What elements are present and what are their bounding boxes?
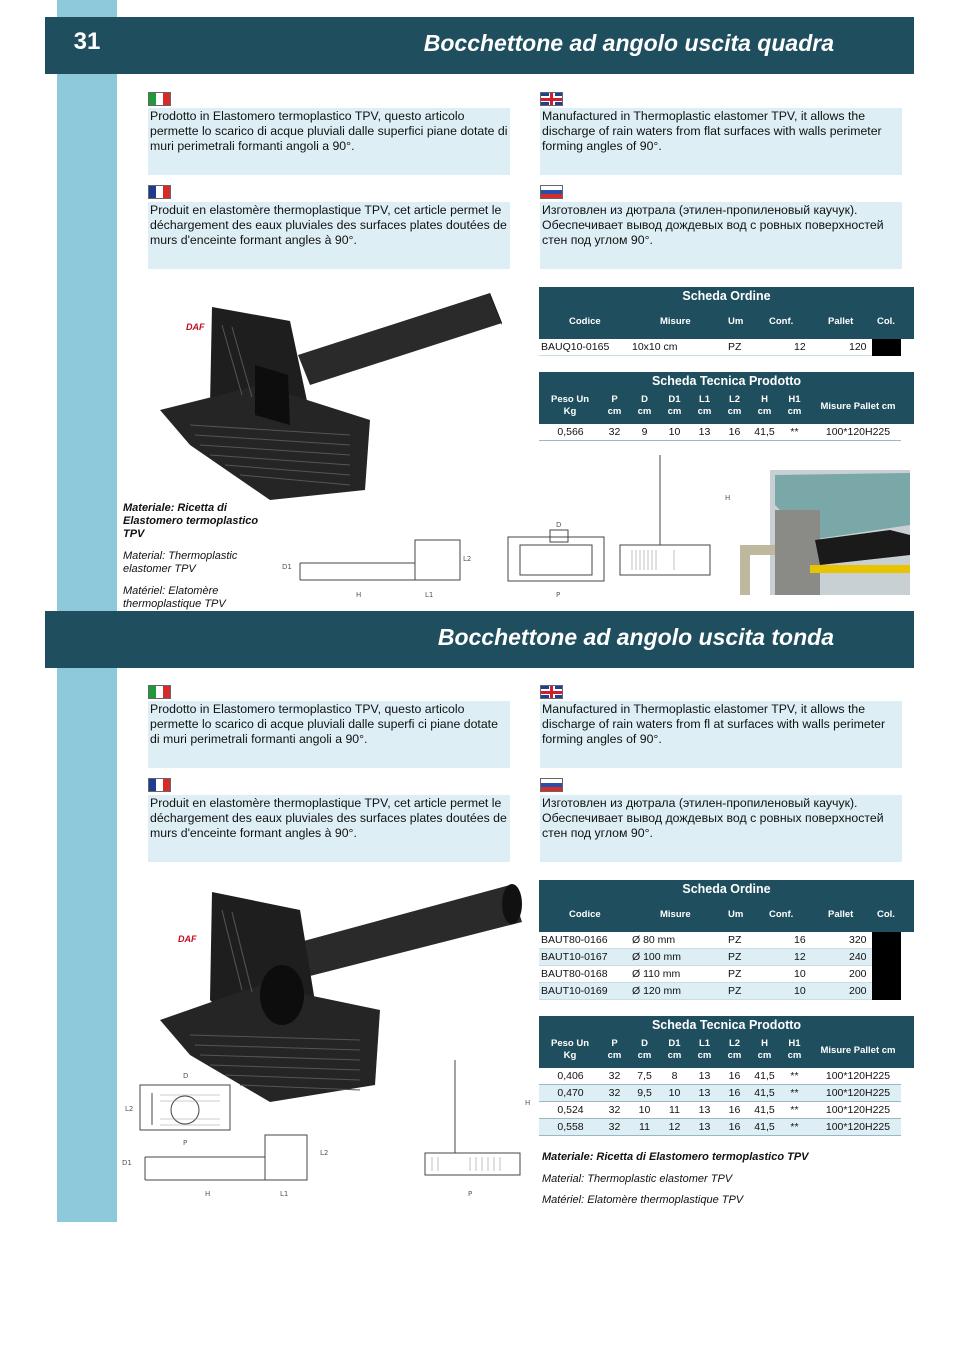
column-header: Pallet: [828, 316, 854, 327]
order-um: PZ: [728, 934, 742, 946]
table-row: [539, 949, 901, 966]
cell-d1: 10: [668, 1087, 681, 1099]
russian-flag-icon: [540, 778, 563, 792]
column-header: Misure: [660, 316, 691, 327]
description-en: Manufactured in Thermoplastic elastomer TPV, it allows the discharge of rain waters from flat surfaces with walls perimeter forming angles of 90°.: [540, 108, 902, 175]
cell-d1: 10: [668, 426, 681, 438]
order-conf: 10: [794, 968, 806, 980]
cell-d: 11: [639, 1121, 650, 1133]
table-row: [539, 1085, 901, 1102]
technical-drawing: [120, 1045, 540, 1205]
column-header: L2 cm: [727, 394, 742, 417]
french-flag-icon: [148, 778, 171, 792]
order-table-title: Scheda Ordine: [682, 289, 771, 303]
description-it: Prodotto in Elastomero termoplastico TPV, questo articolo permette lo scarico di acque pluviali dalle superfi ci piane dotate di muri perimetrali formanti angoli a 90°.: [148, 701, 510, 768]
column-header: H cm: [757, 394, 772, 417]
order-table-header: [539, 287, 914, 339]
column-header: Misure: [660, 909, 691, 920]
order-size: Ø 80 mm: [632, 934, 676, 946]
dim-label: L2: [320, 1149, 329, 1157]
cell-p: 32: [608, 1121, 621, 1133]
tech-table-header: [539, 1016, 914, 1068]
order-code: BAUT10-0167: [541, 951, 608, 963]
column-header: L1 cm: [697, 1038, 712, 1061]
material-en: Material: Thermoplastic elastomer TPV: [123, 550, 238, 575]
technical-drawing: [270, 445, 910, 605]
cell-pallet: 100*120H225: [825, 1087, 891, 1099]
order-conf: 10: [794, 985, 806, 997]
column-header: D cm: [637, 394, 652, 417]
table-row: [539, 1068, 901, 1085]
color-swatch-black: [872, 932, 901, 1000]
column-header: L2 cm: [727, 1038, 742, 1061]
column-header: Col.: [877, 909, 895, 920]
table-row: [539, 966, 901, 983]
cell-d1: 8: [671, 1070, 678, 1082]
cell-weight: 0,406: [557, 1070, 584, 1082]
order-code: BAUT10-0169: [541, 985, 608, 997]
dim-label: D1: [122, 1159, 132, 1167]
cell-weight: 0,566: [557, 426, 584, 438]
description-fr: Produit en elastomère thermoplastique TPV, cet article permet le déchargement des eaux pluviales des surfaces plates doutées de murs d'enceinte formant angles à 90°.: [148, 795, 510, 862]
cell-p: 32: [608, 1070, 621, 1082]
column-header: H1 cm: [787, 1038, 802, 1061]
column-header: P cm: [607, 394, 622, 417]
dim-label: D1: [282, 563, 292, 571]
dim-label: P: [183, 1139, 188, 1147]
cell-l2: 16: [728, 1104, 741, 1116]
cell-p: 32: [608, 1087, 621, 1099]
cell-h: 41,5: [754, 1121, 775, 1133]
table-row: [539, 932, 901, 949]
brand-logo: DAF: [178, 934, 197, 944]
table-row: [539, 424, 901, 441]
order-um: PZ: [728, 985, 742, 997]
order-size: 10x10 cm: [632, 341, 678, 353]
cell-weight: 0,524: [557, 1104, 584, 1116]
cell-h: 41,5: [754, 1104, 775, 1116]
material-it: Materiale: Ricetta di Elastomero termoplastico TPV: [542, 1151, 809, 1163]
page-number: 31: [73, 28, 101, 55]
column-header: Col.: [877, 316, 895, 327]
dim-label: L2: [463, 555, 472, 563]
column-header: Conf.: [769, 909, 794, 920]
order-conf: 12: [794, 951, 806, 963]
material-it: Materiale: Ricetta di Elastomero termoplastico TPV: [123, 502, 259, 540]
column-header: Peso Un Kg: [550, 1038, 589, 1061]
table-row: [539, 339, 901, 356]
order-pallet: 240: [849, 951, 867, 963]
section-header-square: [45, 17, 914, 74]
order-pallet: 320: [849, 934, 867, 946]
cell-l1: 13: [698, 426, 711, 438]
column-header: P cm: [607, 1038, 622, 1061]
cell-l1: 13: [698, 1087, 711, 1099]
tech-table-title: Scheda Tecnica Prodotto: [651, 374, 802, 388]
description-ru: Изготовлен из дютрала (этилен-пропиленовый каучук). Обеспечивает вывод дождевых вод с ровных поверхностей стен под углом 90°.: [540, 795, 902, 862]
cell-h: 41,5: [754, 1087, 775, 1099]
cell-p: 32: [608, 1104, 621, 1116]
cell-p: 32: [608, 426, 621, 438]
tech-table-title: Scheda Tecnica Prodotto: [651, 1018, 802, 1032]
order-pallet: 200: [849, 968, 867, 980]
column-header: Conf.: [769, 316, 794, 327]
dim-label: P: [556, 591, 561, 599]
tech-table-header: [539, 372, 914, 424]
cell-d: 7,5: [637, 1070, 652, 1082]
order-table-title: Scheda Ordine: [682, 882, 771, 896]
cell-l1: 13: [698, 1104, 711, 1116]
cell-h1: **: [790, 1104, 799, 1116]
column-header: D1 cm: [667, 1038, 682, 1061]
cell-h1: **: [790, 1121, 799, 1133]
brand-logo: DAF: [186, 322, 205, 332]
material-fr: Matériel: Elatomère thermoplastique TPV: [123, 585, 226, 610]
description-fr: Produit en elastomère thermoplastique TPV, cet article permet le déchargement des eaux pluviales des surfaces plates doutées de murs d'enceinte formant angles à 90°.: [148, 202, 510, 269]
cell-l2: 16: [728, 1087, 741, 1099]
column-header: Codice: [569, 909, 601, 920]
dim-label: L1: [280, 1190, 289, 1198]
column-header: Misure Pallet cm: [820, 401, 896, 412]
column-header: Peso Un Kg: [550, 394, 589, 417]
cell-d1: 11: [669, 1104, 680, 1116]
cell-l1: 13: [698, 1121, 711, 1133]
cell-h1: **: [790, 426, 799, 438]
cell-h: 41,5: [754, 426, 775, 438]
cell-d: 9: [641, 426, 648, 438]
color-swatch-black: [872, 339, 901, 356]
cell-l2: 16: [728, 1070, 741, 1082]
cell-d: 9,5: [637, 1087, 652, 1099]
table-row: [539, 1119, 901, 1136]
description-en: Manufactured in Thermoplastic elastomer TPV, it allows the discharge of rain waters from fl at surfaces with walls perimeter forming angles of 90°.: [540, 701, 902, 768]
section-title: Bocchettone ad angolo uscita quadra: [423, 30, 834, 56]
cell-weight: 0,558: [557, 1121, 584, 1133]
section-header-round: [45, 611, 914, 668]
column-header: D cm: [637, 1038, 652, 1061]
column-header: L1 cm: [697, 394, 712, 417]
order-code: BAUT80-0168: [541, 968, 608, 980]
order-table-header: [539, 880, 914, 932]
dim-label: P: [468, 1190, 473, 1198]
column-header: Pallet: [828, 909, 854, 920]
order-um: PZ: [728, 341, 742, 353]
order-size: Ø 120 mm: [632, 985, 682, 997]
cell-l1: 13: [698, 1070, 711, 1082]
uk-flag-icon: [540, 685, 563, 699]
cell-l2: 16: [728, 1121, 741, 1133]
order-conf: 16: [794, 934, 806, 946]
order-code: BAUT80-0166: [541, 934, 608, 946]
french-flag-icon: [148, 185, 171, 199]
column-header: Codice: [569, 316, 601, 327]
dim-label: L1: [425, 591, 434, 599]
table-row: [539, 1102, 901, 1119]
cell-weight: 0,470: [557, 1087, 584, 1099]
cell-h: 41,5: [754, 1070, 775, 1082]
dim-label: H: [725, 494, 731, 502]
order-pallet: 200: [849, 985, 867, 997]
dim-label: D: [556, 521, 562, 529]
cell-l2: 16: [728, 426, 741, 438]
description-ru: Изготовлен из дютрала (этилен-пропиленовый каучук). Обеспечивает вывод дождевых вод с ровных поверхностей стен под углом 90°.: [540, 202, 902, 269]
uk-flag-icon: [540, 92, 563, 106]
material-fr: Matériel: Elatomère thermoplastique TPV: [542, 1194, 744, 1206]
order-pallet: 120: [849, 341, 867, 353]
italian-flag-icon: [148, 92, 171, 106]
column-header: D1 cm: [667, 394, 682, 417]
dim-label: H: [356, 591, 362, 599]
dim-label: H: [525, 1099, 531, 1107]
order-um: PZ: [728, 951, 742, 963]
dim-label: H: [205, 1190, 211, 1198]
italian-flag-icon: [148, 685, 171, 699]
cell-pallet: 100*120H225: [825, 1070, 891, 1082]
order-size: Ø 100 mm: [632, 951, 682, 963]
cell-h1: **: [790, 1070, 799, 1082]
section-title: Bocchettone ad angolo uscita tonda: [437, 624, 834, 650]
column-header: Um: [728, 909, 744, 920]
order-code: BAUQ10-0165: [541, 341, 610, 353]
column-header: H cm: [757, 1038, 772, 1061]
cell-pallet: 100*120H225: [825, 1104, 891, 1116]
material-en: Material: Thermoplastic elastomer TPV: [542, 1173, 733, 1185]
table-row: [539, 983, 901, 1000]
column-header: H1 cm: [787, 394, 802, 417]
russian-flag-icon: [540, 185, 563, 199]
cell-pallet: 100*120H225: [825, 426, 891, 438]
cell-h1: **: [790, 1087, 799, 1099]
cell-d1: 12: [668, 1121, 681, 1133]
cell-pallet: 100*120H225: [825, 1121, 891, 1133]
order-size: Ø 110 mm: [632, 968, 681, 980]
dim-label: D: [183, 1072, 189, 1080]
order-conf: 12: [794, 341, 806, 353]
order-um: PZ: [728, 968, 742, 980]
cell-d: 10: [638, 1104, 651, 1116]
dim-label: L2: [125, 1105, 134, 1113]
column-header: Misure Pallet cm: [820, 1045, 896, 1056]
column-header: Um: [728, 316, 744, 327]
description-it: Prodotto in Elastomero termoplastico TPV, questo articolo permette lo scarico di acque pluviali dalle superfici piane dotate di muri perimetrali formanti angoli a 90°.: [148, 108, 510, 175]
